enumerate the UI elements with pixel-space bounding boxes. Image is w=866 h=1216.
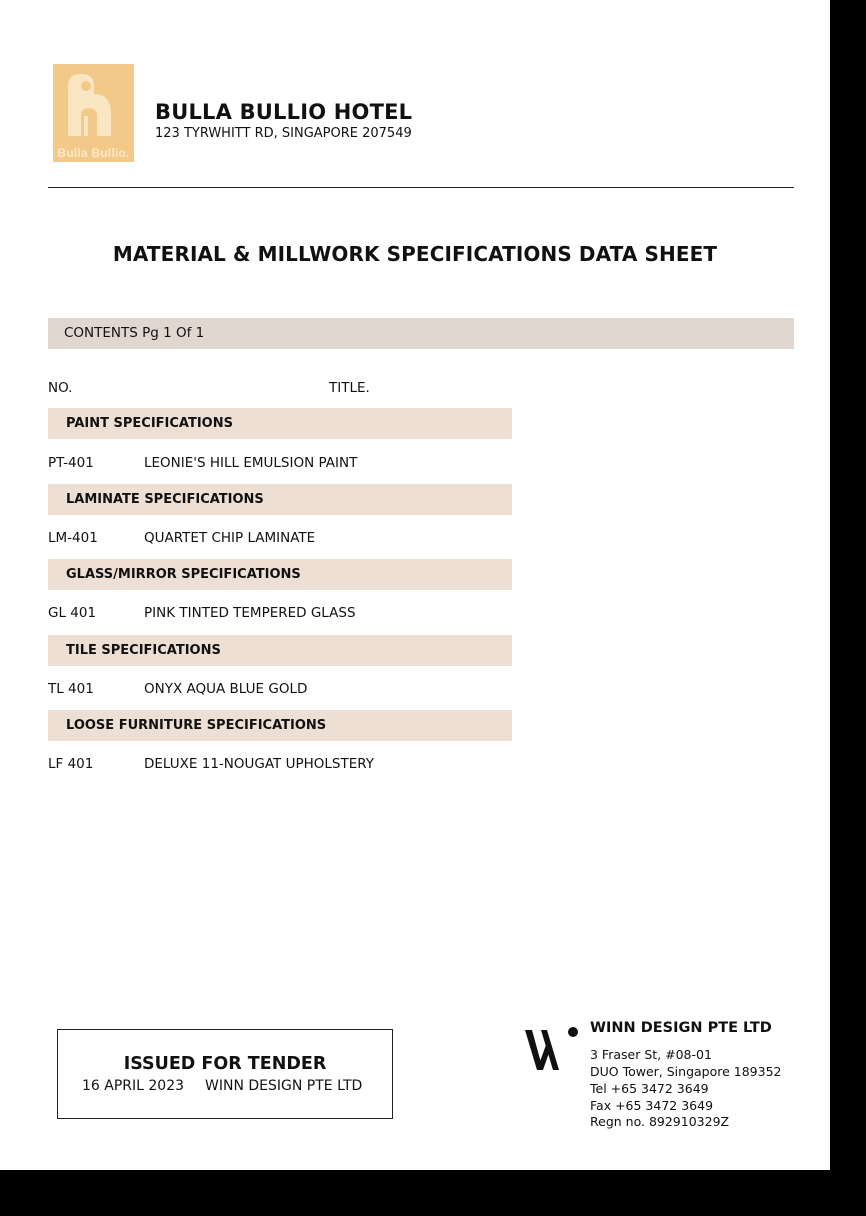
section-heading-tile [48, 635, 512, 666]
company-tel: Tel +65 3472 3649 [590, 1081, 709, 1096]
hotel-name: BULLA BULLIO HOTEL [155, 100, 413, 124]
winn-design-logo-icon [523, 1026, 579, 1074]
item-title: DELUXE 11-NOUGAT UPHOLSTERY [144, 756, 374, 772]
section-heading-laminate [48, 484, 512, 515]
section-heading-paint [48, 408, 512, 439]
company-address-line2: DUO Tower, Singapore 189352 [590, 1064, 782, 1079]
item-code: LM-401 [48, 530, 98, 546]
logo-text: Bulla Bullio. [57, 146, 130, 160]
column-title-heading: TITLE. [329, 380, 370, 396]
section-heading-label: LAMINATE SPECIFICATIONS [66, 492, 264, 507]
item-title: PINK TINTED TEMPERED GLASS [144, 605, 356, 621]
document-title: MATERIAL & MILLWORK SPECIFICATIONS DATA SHEET [112, 242, 718, 266]
item-title: ONYX AQUA BLUE GOLD [144, 681, 308, 697]
header-divider [48, 187, 794, 188]
section-heading-label: TILE SPECIFICATIONS [66, 643, 221, 658]
item-title: LEONIE'S HILL EMULSION PAINT [144, 455, 358, 471]
company-fax: Fax +65 3472 3649 [590, 1098, 714, 1113]
item-title: QUARTET CHIP LAMINATE [144, 530, 316, 546]
item-code: GL 401 [48, 605, 97, 621]
tender-date: 16 APRIL 2023 [82, 1078, 185, 1094]
contents-bar [48, 318, 794, 349]
section-heading-label: GLASS/MIRROR SPECIFICATIONS [66, 567, 301, 582]
contents-label: CONTENTS Pg 1 Of 1 [64, 325, 205, 341]
company-name: WINN DESIGN PTE LTD [590, 1020, 772, 1036]
company-address-line1: 3 Fraser St, #08-01 [590, 1047, 712, 1062]
column-no-heading: NO. [48, 380, 73, 396]
tender-issued-by: WINN DESIGN PTE LTD [205, 1078, 363, 1094]
hotel-logo [53, 64, 134, 162]
section-heading-label: PAINT SPECIFICATIONS [66, 416, 233, 431]
hotel-address: 123 TYRWHITT RD, SINGAPORE 207549 [155, 126, 412, 141]
item-code: LF 401 [48, 756, 94, 772]
company-regn: Regn no. 892910329Z [590, 1114, 730, 1129]
item-code: PT-401 [48, 455, 94, 471]
tender-stamp-box [57, 1029, 393, 1119]
section-heading-loose-furniture [48, 710, 512, 741]
section-heading-label: LOOSE FURNITURE SPECIFICATIONS [66, 718, 327, 733]
section-heading-glass [48, 559, 512, 590]
tender-title: ISSUED FOR TENDER [123, 1054, 327, 1074]
item-code: TL 401 [48, 681, 94, 697]
